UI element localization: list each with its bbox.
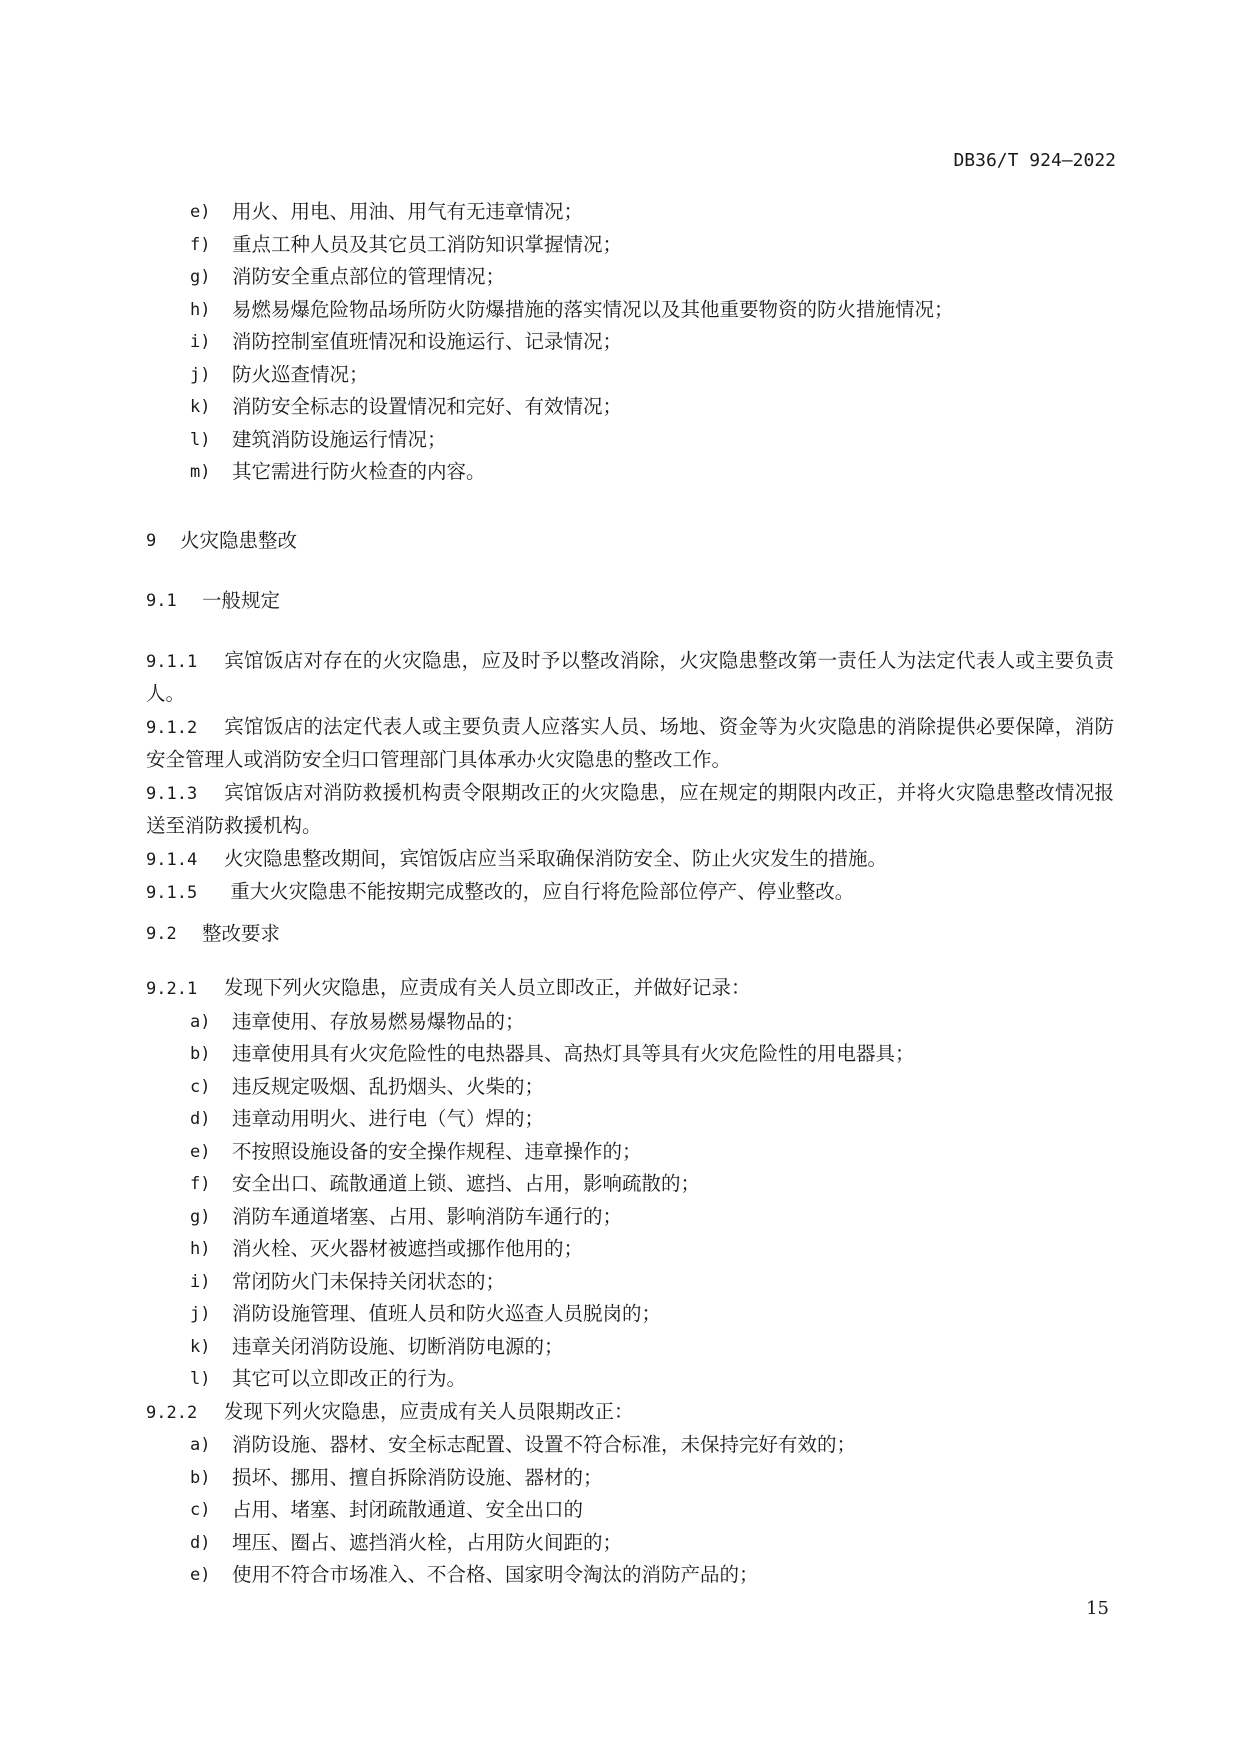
subsection-heading: 9.1 一般规定: [146, 589, 281, 612]
inspection-list: [146, 196, 1114, 489]
immediate-correction-list: [146, 1006, 1114, 1396]
page-content: [146, 196, 1114, 1592]
list-item: i) 消防控制室值班情况和设施运行、记录情况；: [190, 330, 623, 353]
list-item: c) 占用、堵塞、封闭疏散通道、安全出口的: [190, 1498, 584, 1521]
list-item: j) 防火巡查情况；: [190, 362, 369, 386]
clause-paragraph: 9.1.4 火灾隐患整改期间，宾馆饭店应当采取确保消防安全、防止火灾发生的措施。: [146, 846, 888, 870]
section-heading: 9 火灾隐患整改: [146, 528, 298, 552]
clause-paragraph: 9.1.1 宾馆饭店对存在的火灾隐患，应及时予以整改消除，火灾隐患整改第一责任人为法定代表人或主要负责人。: [146, 648, 1114, 705]
list-item: g) 消防车通道堵塞、占用、影响消防车通行的；: [190, 1204, 623, 1228]
clause-paragraph: 9.1.5 重大火灾隐患不能按期完成整改的，应自行将危险部位停产、停业整改。: [146, 880, 855, 903]
clauses-9-1: [146, 645, 1114, 910]
list-item: a) 违章使用、存放易燃易爆物品的；: [190, 1009, 525, 1033]
document-code: DB36/T 924—2022: [953, 150, 1116, 171]
subsection-heading: 9.2 整改要求: [146, 921, 281, 945]
list-item: l) 其它可以立即改正的行为。: [190, 1367, 467, 1390]
list-item: e) 不按照设施设备的安全操作规程、违章操作的；: [190, 1139, 642, 1163]
list-item: k) 消防安全标志的设置情况和完好、有效情况；: [190, 395, 623, 418]
clause-paragraph: 9.2.2 发现下列火灾隐患，应责成有关人员限期改正：: [146, 1399, 634, 1423]
list-item: e) 使用不符合市场准入、不合格、国家明令淘汰的消防产品的；: [190, 1563, 759, 1586]
list-item: b) 损坏、挪用、擅自拆除消防设施、器材的；: [190, 1465, 603, 1489]
deadline-correction-list: [146, 1429, 1114, 1592]
list-item: d) 埋压、圈占、遮挡消火栓，占用防火间距的；: [190, 1530, 623, 1554]
list-item: m) 其它需进行防火检查的内容。: [190, 460, 486, 483]
list-item: j) 消防设施管理、值班人员和防火巡查人员脱岗的；: [190, 1302, 662, 1325]
list-item: l) 建筑消防设施运行情况；: [190, 427, 447, 451]
list-item: h) 易燃易爆危险物品场所防火防爆措施的落实情况以及其他重要物资的防火措施情况；: [190, 297, 954, 321]
list-item: f) 重点工种人员及其它员工消防知识掌握情况；: [190, 232, 623, 256]
list-item: f) 安全出口、疏散通道上锁、遮挡、占用，影响疏散的；: [190, 1172, 701, 1195]
clause-paragraph: 9.2.1 发现下列火灾隐患，应责成有关人员立即改正，并做好记录：: [146, 976, 751, 999]
list-item: b) 违章使用具有火灾危险性的电热器具、高热灯具等具有火灾危险性的用电器具；: [190, 1042, 915, 1065]
clause-paragraph: 9.1.3 宾馆饭店对消防救援机构责令限期改正的火灾隐患，应在规定的期限内改正，并将火灾隐患整改情况报送至消防救援机构。: [146, 780, 1114, 837]
list-item: h) 消火栓、灭火器材被遮挡或挪作他用的；: [190, 1237, 584, 1260]
clause-paragraph: 9.1.2 宾馆饭店的法定代表人或主要负责人应落实人员、场地、资金等为火灾隐患的消除提供必要保障，消防安全管理人或消防安全归口管理部门具体承办火灾隐患的整改工作。: [146, 714, 1114, 771]
list-item: c) 违反规定吸烟、乱扔烟头、火柴的；: [190, 1074, 545, 1098]
page-number: 15: [1086, 1598, 1109, 1619]
list-item: e) 用火、用电、用油、用气有无违章情况；: [190, 200, 584, 223]
list-item: g) 消防安全重点部位的管理情况；: [190, 265, 506, 288]
list-item: a) 消防设施、器材、安全标志配置、设置不符合标准，未保持完好有效的；: [190, 1433, 857, 1456]
list-item: d) 违章动用明火、进行电（气）焊的；: [190, 1107, 545, 1130]
list-item: i) 常闭防火门未保持关闭状态的；: [190, 1269, 506, 1293]
list-item: k) 违章关闭消防设施、切断消防电源的；: [190, 1334, 564, 1358]
